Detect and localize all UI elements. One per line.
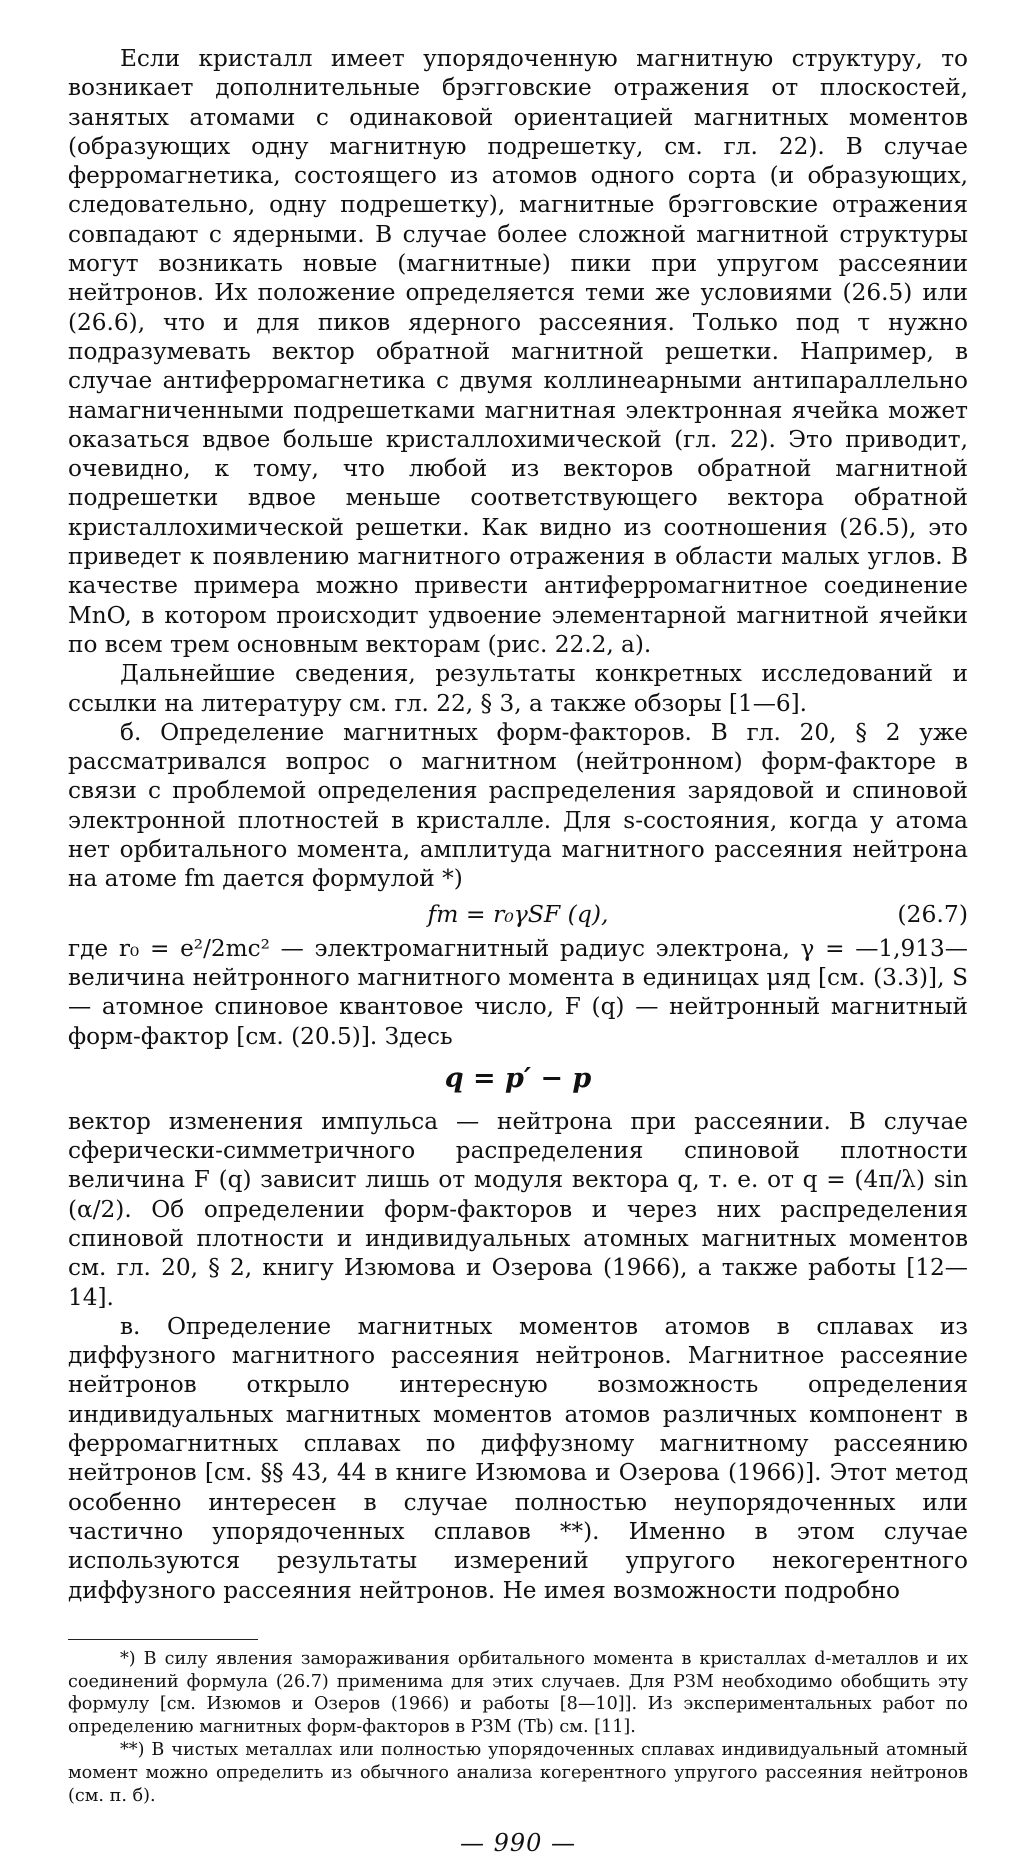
paragraph-form-factors: б. Определение магнитных форм-факторов. В гл. 20, § 2 уже рассматривался вопрос о магнитном (нейтронном) форм-факторе в связи с проблемой определения распределения зарядовой и спиновой электронной плотностей в кристалле. Для s-состояния, когда у атома нет орбитального момента, амплитуда магнитного рассеяния нейтрона на атоме fm дается формулой *) <box>68 718 968 893</box>
page-number: — 990 — <box>459 1829 577 1857</box>
formula-26-7 <box>68 894 968 934</box>
footnote-2: **) В чистых металлах или полностью упорядоченных сплавах индивидуальный атомный момент можно определить из обычного анализа когерентного упругого рассеяния нейтронов (см. п. б). <box>68 1740 968 1806</box>
paragraph-magnetic-structure: Если кристалл имеет упорядоченную магнитную структуру, то возникает дополнительные брэгговские отражения от плоскостей, занятых атомами с одинаковой ориентацией магнитных моментов (образующих одну магнитную подрешетку, см. гл. 22). В случае ферромагнетика, состоящего из атомов одного сорта (и образующих, следовательно, одну подрешетку), магнитные брэгговские отражения совпадают с ядерными. В случае более сложной магнитной структуры могут возникать новые (магнитные) пики при упругом рассеянии нейтронов. Их положение определяется теми же условиями (26.5) или (26.6), что и для пиков ядерного рассеяния. Только под τ нужно подразумевать вектор обратной магнитной решетки. Например, в случае антиферромагнетика с двумя коллинеарными антипараллельно намагниченными подрешетками магнитная электронная ячейка может оказаться вдвое больше кристаллохимической (гл. 22). Это приводит, очевидно, к тому, что любой из векторов обратной магнитной подрешетки вдвое меньше соответствующего вектора обратной кристаллохимической решетки. Как видно из соотношения (26.5), это приведет к появлению магнитного отражения в области малых углов. В качестве примера можно привести антиферромагнитное соединение MnO, в котором происходит удвоение элементарной магнитной ячейки по всем трем основным векторам (рис. 22.2, а). <box>68 45 968 658</box>
footnote-divider <box>68 1639 258 1640</box>
formula-26-7-body: fm = r₀γSF (q), <box>427 899 609 928</box>
formula-momentum-transfer: q = p′ − p <box>444 1062 592 1094</box>
paragraph-alloy-moments: в. Определение магнитных моментов атомов в сплавах из диффузного магнитного рассеяния нейтронов. Магнитное рассеяние нейтронов открыло интересную возможность определения индивидуальных магнитных моментов атомов различных компонент в ферромагнитных сплавах по диффузному магнитному рассеянию нейтронов [см. §§ 43, 44 в книге Изюмова и Озерова (1966)]. Этот метод особенно интересен в случае полностью неупорядоченных или частично упорядоченных сплавов **). Именно в этом случае используются результаты измерений упругого некогерентного диффузного рассеяния нейтронов. Не имея возможности подробно <box>68 1312 968 1604</box>
paragraph-momentum-vector: вектор изменения импульса — нейтрона при рассеянии. В случае сферически-симметричного распределения спиновой плотности величина F (q) зависит лишь от модуля вектора q, т. е. от q = (4π/λ) sin (α/2). Об определении форм-факторов и через них распределения спиновой плотности и индивидуальных атомных магнитных моментов см. гл. 20, § 2, книгу Изюмова и Озерова (1966), а также работы [12—14]. <box>68 1107 968 1311</box>
paragraph-definitions: где r₀ = e²/2mc² — электромагнитный радиус электрона, γ = —1,913— величина нейтронного магнитного момента в единицах μяд [см. (3.3)], S — атомное спиновое квантовое число, F (q) — нейтронный магнитный форм-фактор [см. (20.5)]. Здесь <box>68 934 968 1050</box>
footnote-1: *) В силу явления замораживания орбитального момента в кристаллах d-металлов и их соединений формула (26.7) применима для этих случаев. Для РЗМ необходимо обобщить эту формулу [см. Изюмов и Озеров (1966) и работы [8—10]]. Из экспериментальных работ по определению магнитных форм-факторов в РЗМ (Tb) см. [11]. <box>68 1648 968 1738</box>
formula-26-7-number: (26.7) <box>897 899 968 928</box>
page <box>68 44 968 1857</box>
paragraph-further-info: Дальнейшие сведения, результаты конкретных исследований и ссылки на литературу см. гл. 22, § 3, а также обзоры [1—6]. <box>68 660 968 717</box>
